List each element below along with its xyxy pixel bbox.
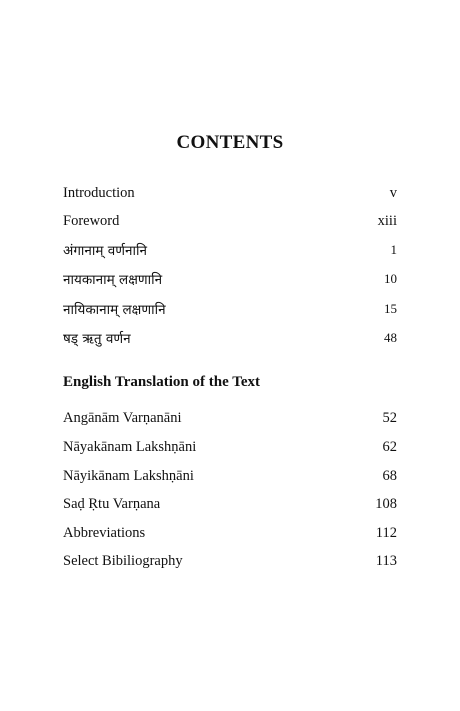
toc-entry-nayikanam-lakshnani xyxy=(63,465,397,487)
page-title: CONTENTS xyxy=(176,132,284,153)
toc-entry-sad-rtu-varnana xyxy=(63,493,397,515)
toc-entry-label: Abbreviations xyxy=(63,524,146,541)
toc-entry-page: 113 xyxy=(375,552,397,569)
toc-entry-label: षड् ऋतु वर्णन xyxy=(63,331,131,347)
toc-entry-page: 1 xyxy=(390,242,397,257)
toc-entry-label: नायकानाम् लक्षणानि xyxy=(63,272,163,288)
toc-entry-page: 108 xyxy=(375,495,397,512)
toc-entry-page: 48 xyxy=(384,330,397,345)
toc-entry-label: Nāyikānam Lakshṇāni xyxy=(63,467,194,484)
toc-entry-nayakanam xyxy=(63,268,397,290)
toc-entry-label: Introduction xyxy=(63,184,135,201)
toc-entry-page: 68 xyxy=(382,467,397,484)
toc-entry-label: अंगानाम् वर्णनानि xyxy=(63,243,148,259)
section-heading: English Translation of the Text xyxy=(63,374,260,390)
toc-entry-foreword xyxy=(63,210,397,232)
toc-entry-label: Saḍ Ṛtu Varṇana xyxy=(63,495,161,512)
toc-entry-anganam xyxy=(63,239,397,261)
toc-entry-page: 112 xyxy=(375,524,397,541)
toc-entry-page: 10 xyxy=(384,271,397,286)
toc-entry-page: v xyxy=(389,184,397,201)
toc-entry-label: नायिकानाम् लक्षणानि xyxy=(63,302,166,318)
toc-entry-bibliography xyxy=(63,550,397,572)
toc-entry-label: Angānām Varṇanāni xyxy=(63,409,182,426)
toc-entry-introduction xyxy=(63,182,397,204)
toc-entry-page: 52 xyxy=(382,409,397,426)
toc-entry-nayikanam xyxy=(63,298,397,320)
toc-entry-abbreviations xyxy=(63,522,397,544)
toc-entry-page: 62 xyxy=(382,438,397,455)
toc-entry-sad-ritu xyxy=(63,327,397,349)
toc-entry-label: Nāyakānam Lakshṇāni xyxy=(63,438,197,455)
toc-entry-anganam-varnanani xyxy=(63,407,397,429)
toc-entry-label: Foreword xyxy=(63,212,120,229)
toc-entry-nayakanam-lakshnani xyxy=(63,436,397,458)
toc-entry-page: xiii xyxy=(377,212,397,229)
toc-entry-page: 15 xyxy=(384,301,397,316)
toc-entry-label: Select Bibiliography xyxy=(63,552,183,569)
